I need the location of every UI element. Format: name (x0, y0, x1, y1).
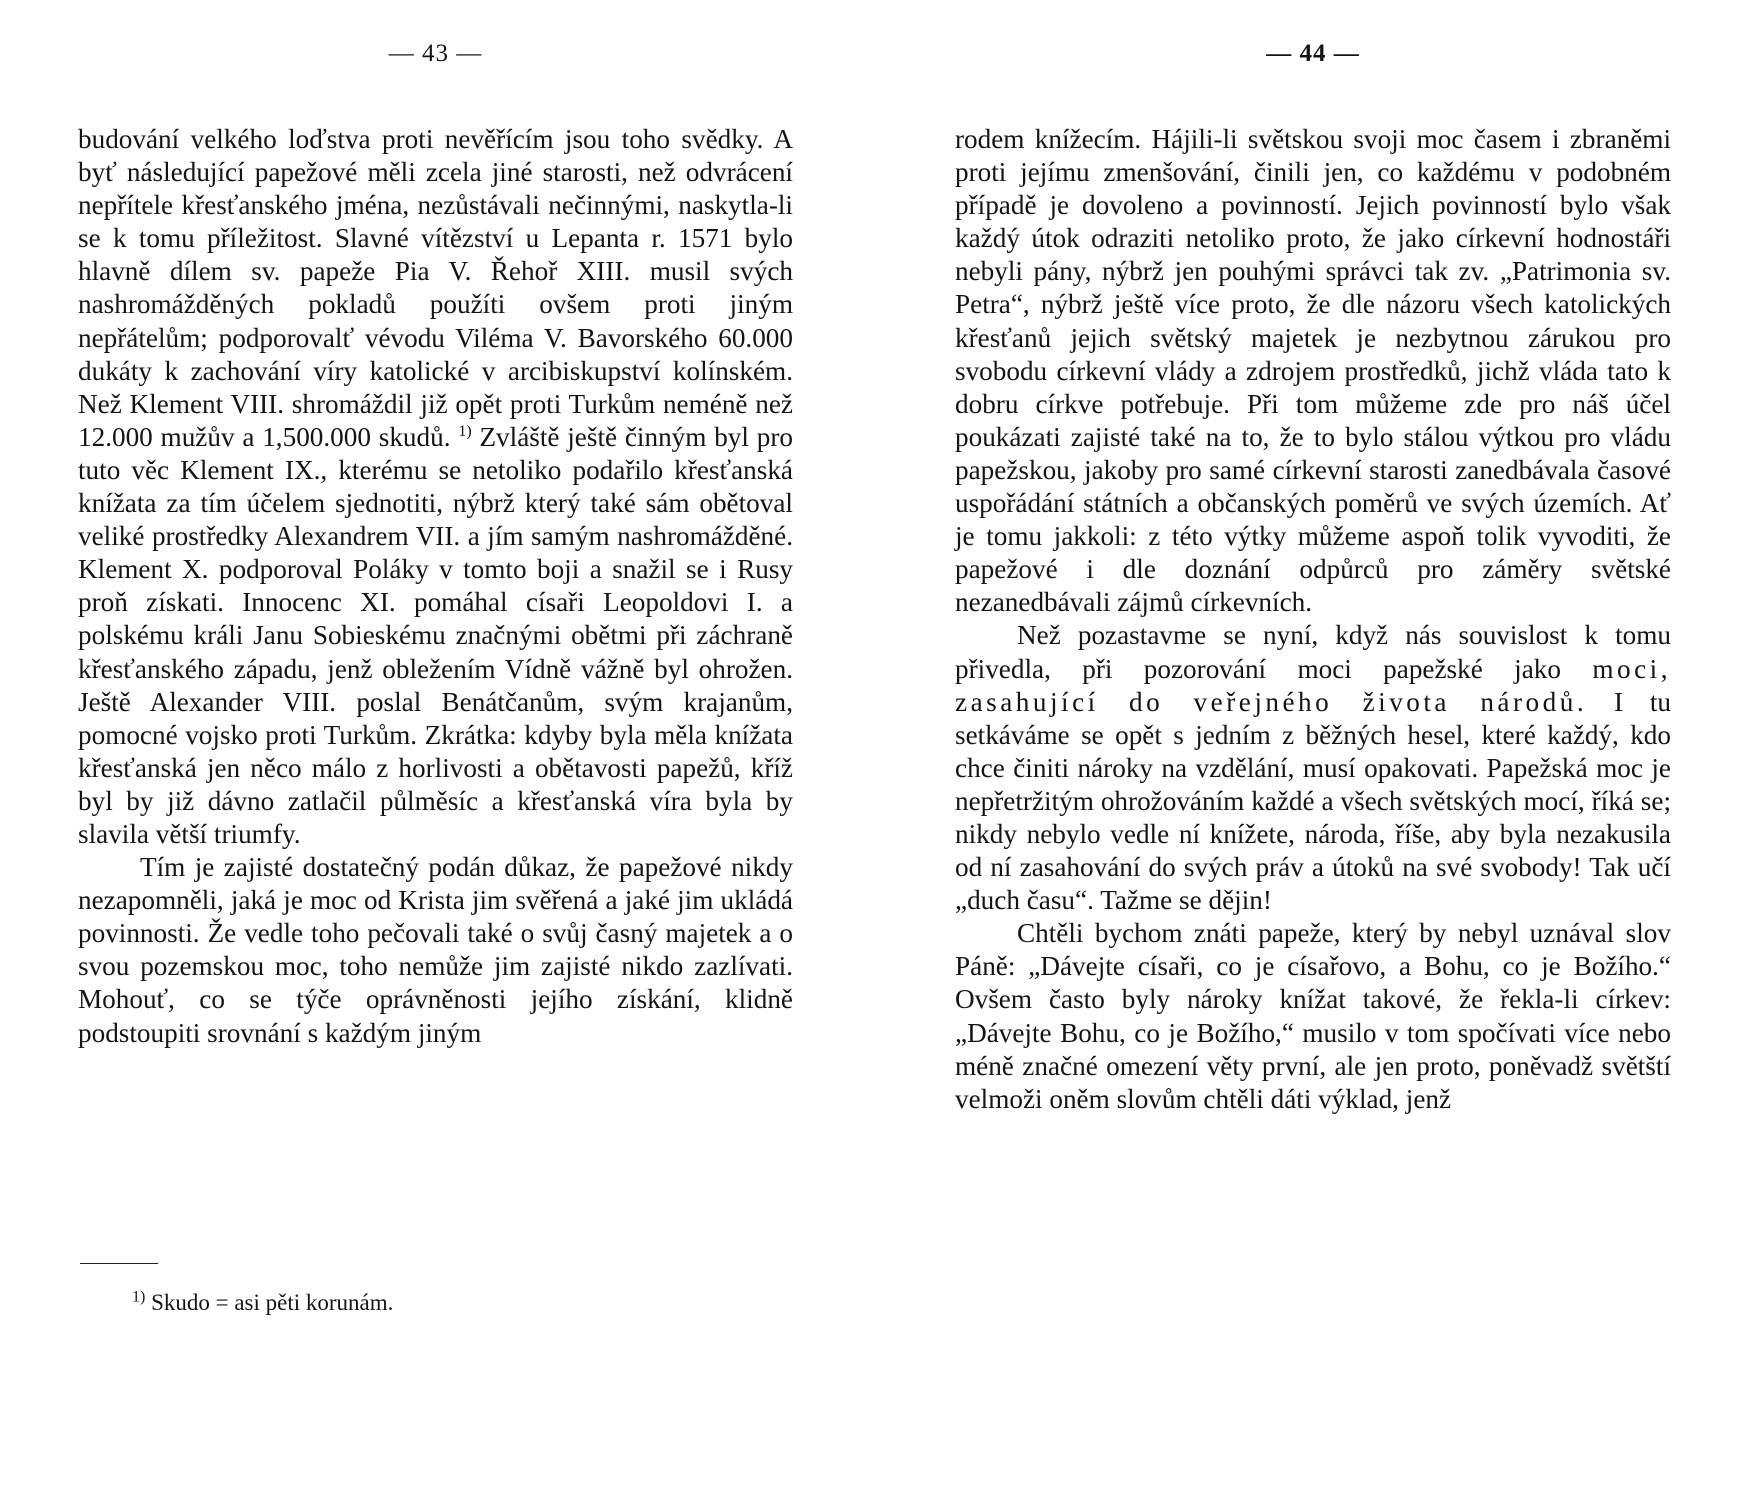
left-paragraph-1-text: budování velkého loďstva proti nevěřícím jsou toho svědky. A byť následující papežové měli zcela jiné starosti, než odvrácení nepřítele křesťanského jména, nezůstávali nečinnými, naskytla-li se k tomu příležitost. Slavné vítězství u Lepanta r. 1571 bylo hlavně dílem sv. papeže Pia V. Řehoř XIII. musil svých nashromážděných pokladů použíti ovšem proti jiným nepřátelům; podporovalť vévodu Viléma V. Bavorského 60.000 dukáty k zachování víry katolické v arcibiskupství kolínském. Než Klement VIII. shromáždil již opět proti Turkům neméně než 12.000 mužův a 1,500.000 skudů. (78, 124, 793, 452)
right-paragraph-1: rodem knížecím. Hájili-li světskou svoji moc časem i zbraněmi proti jejímu zmenšování, činili jen, co každému v podobném případě je dovoleno a povinností. Jejich povinností bylo však každý útok odraziti netoliko proto, že jako církevní hodnostáři nebyli pány, nýbrž jen pouhými správci tak zv. „Patrimonia sv. Petra“, nýbrž ještě více proto, že dle názoru všech katolických křesťanů jejich světský majetek je nezbytnou zárukou pro svobodu církevní vlády a zdrojem prostředků, jichž vláda tato k dobru církve potřebuje. Při tom můžeme zde pro náš účel poukázati zajisté také na to, že to bylo stálou výtkou pro vládu papežskou, jakoby pro samé církevní starosti zanedbávala časové uspořádání státních a občanských poměrů ve svých územích. Ať je tomu jakkoli: z této výtky můžeme aspoň tolik vyvoditi, že papežové i dle doznání odpůrců pro záměry světské nezanedbávali zájmů církevních. (955, 124, 1671, 618)
left-page-text (78, 123, 793, 1050)
right-paragraph-2-emphasis: moci, zasahující do veřejného života národů. (955, 653, 1671, 717)
left-page (78, 0, 793, 1500)
right-page (955, 0, 1671, 1500)
footnote-marker: 1) (132, 1288, 146, 1306)
left-paragraph-1-continued: Zvláště ještě činným byl pro tuto věc Klement IX., kterému se netoliko podařilo křesťanská knížata za tím účelem sjednotiti, nýbrž který také sám obětoval veliké prostředky Alexandrem VII. a jím samým nashromážděné. Klement X. podporoval Poláky v tomto boji a snažil se i Rusy proň získati. Innocenc XI. pomáhal císaři Leopoldovi I. a polskému králi Janu Sobieskému značnými obětmi při záchraně křesťanského západu, jenž obležením Vídně vážně byl ohrožen. Ještě Alexander VIII. poslal Benátčanům, svým krajanům, pomocné vojsko proti Turkům. Zkrátka: kdyby byla měla knížata křesťanská jen něco málo z horlivosti a obětavosti papežů, kříž byl by již dávno zatlačil půlměsíc a křesťanská víra byla by slavila větší triumfy. (78, 421, 793, 849)
right-paragraph-2 (955, 619, 1671, 917)
right-paragraph-2-end: I tu setkáváme se opět s jedním z běžných hesel, které každý, kdo chce činiti nároky na vzdělání, musí opakovati. Papežská moc je nepřetržitým ohrožováním každé a všech světských mocí, říká se; nikdy nebylo vedle ní knížete, národa, říše, aby byla nezakusila od ní zasahování do svých práv a útoků na své svobody! Tak učí „duch času“. Tažme se dějin! (955, 686, 1672, 916)
left-paragraph-2: Tím je zajisté dostatečný podán důkaz, že papežové nikdy nezapomněli, jaká je moc od Krista jim svěřená a jaké jim ukládá povinnosti. Že vedle toho pečovali také o svůj časný majetek a o svou pozemskou moc, toho nemůže jim zajisté nikdo zazlívati. Mohouť, co se týče oprávněnosti jejího získání, klidně podstoupiti srovnání s každým jiným (78, 852, 793, 1048)
footnote-reference: 1) (458, 422, 472, 440)
right-paragraph-2-start: Než pozastavme se nyní, když nás souvislost k tomu přivedla, při pozorování moci papežské jako (955, 620, 1671, 684)
footnote-divider (80, 1263, 158, 1264)
right-page-number: — 44 — (1266, 40, 1360, 67)
left-page-number: — 43 — (388, 40, 483, 67)
right-page-text (955, 123, 1671, 1116)
footnote-text: Skudo = asi pěti korunám. (151, 1290, 394, 1315)
footnote (132, 1289, 393, 1317)
right-paragraph-3: Chtěli bychom znáti papeže, který by nebyl uznával slov Páně: „Dávejte císaři, co je císařovo, a Bohu, co je Božího.“ Ovšem často byly nároky knížat takové, že řekla-li církev: „Dávejte Bohu, co je Božího,“ musilo v tom spočívati více nebo méně značné omezení věty první, ale jen proto, poněvadž světští velmoži oněm slovům chtěli dáti výklad, jenž (955, 918, 1671, 1114)
left-paragraph-1 (78, 123, 793, 851)
